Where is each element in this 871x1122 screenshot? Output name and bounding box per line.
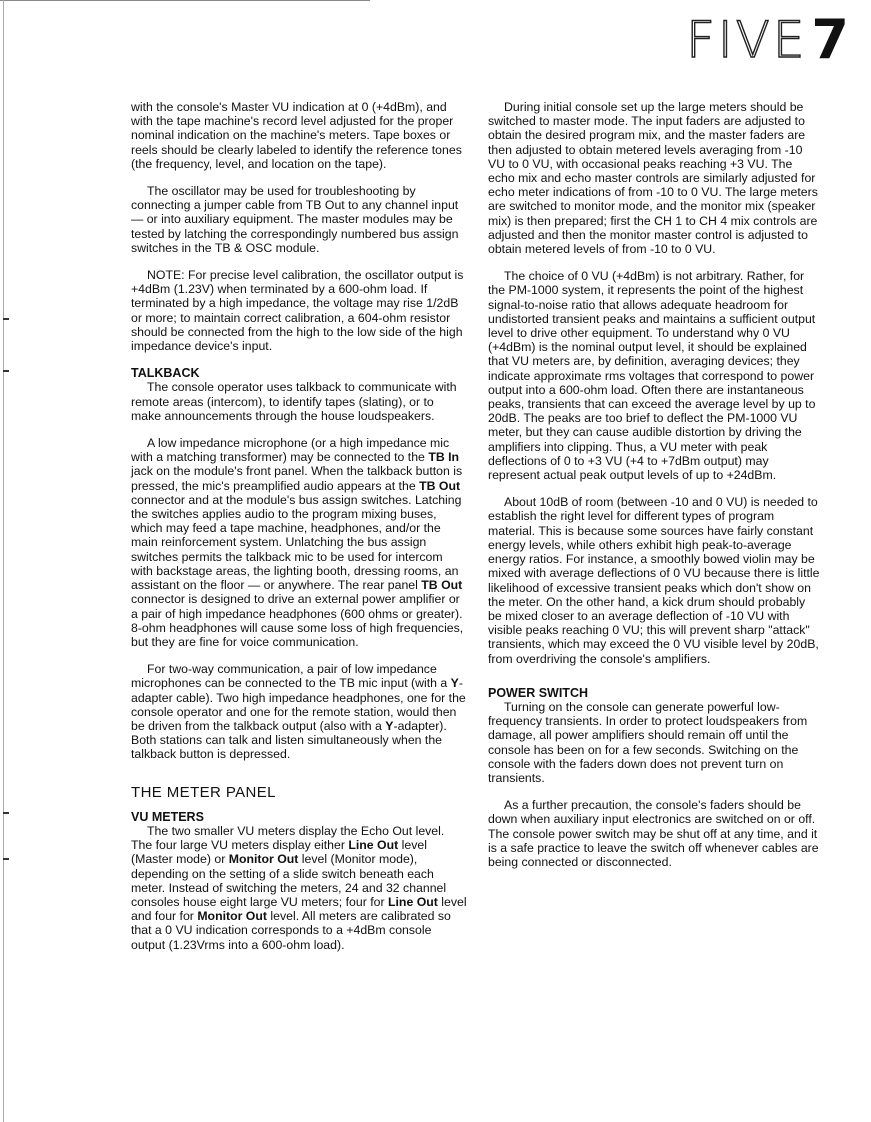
paragraph: During initial console set up the large meters should be switched to master mode. The input faders are adjusted to obtain the desired program mix, and the master faders are then adjusted to obtain metered levels averaging from -10 VU to 0 VU, with occasional peaks reaching +3 VU. The echo mix and echo master controls are similarly adjusted for echo meter indications of from -10 to 0 VU. The large meters are switched to monitor mode, and the monitor mix (speaker mix) is then prepared; first the CH 1 to CH 4 mix controls are adjusted and then the monitor master control is adjusted to obtain metered levels of from -10 to 0 VU. xyxy=(488,100,818,257)
text-run: For two-way communication, a pair of low impedance microphones can be connected to the TB mic input (with a xyxy=(131,662,451,691)
power-switch-heading: POWER SWITCH xyxy=(488,685,588,700)
text-run: connector is designed to drive an external power amplifier or a pair of high impedance headphones (600 ohms or greater). 8-ohm headphones will cause some loss of high frequencies, but they are fine for voice communication. xyxy=(131,592,464,649)
edge-mark xyxy=(3,812,9,814)
page-number: 7 xyxy=(811,8,849,71)
edge-mark xyxy=(3,370,9,372)
talkback-heading: TALKBACK xyxy=(131,366,200,381)
top-rule xyxy=(0,0,370,1)
text-run: A low impedance microphone (or a high impedance mic with a matching transformer) may be connected to the xyxy=(131,436,450,465)
text-run: level. All meters are calibrated so that a 0 VU indication corresponds to a +4dBm console output (1.23Vrms into a 600-ohm load). xyxy=(131,909,451,952)
paragraph xyxy=(131,662,467,761)
text-run: level and four for xyxy=(131,894,467,924)
paragraph xyxy=(131,436,467,649)
bold-term: Monitor Out xyxy=(197,909,267,924)
text-run: level (Monitor mode), depending on the setting of a slide switch beneath each meter. Instead of switching the meters, 24 and 32 channel consoles house eight large VU meters; four for xyxy=(131,852,447,909)
left-column xyxy=(131,100,467,965)
bold-term: Y xyxy=(450,676,459,691)
text-run: level (Master mode) or xyxy=(131,838,427,867)
bold-term: TB Out xyxy=(419,478,461,493)
bold-term: TB In xyxy=(428,450,460,465)
paragraph: The oscillator may be used for troubleshooting by connecting a jumper cable from TB Out to any channel input — or into auxiliary equipment. The master modules may be tested by latching the correspondingly numbered bus assign switches in the TB & OSC module. xyxy=(131,184,459,255)
right-column xyxy=(488,100,820,882)
paragraph: The choice of 0 VU (+4dBm) is not arbitrary. Rather, for the PM-1000 system, it represents the point of the highest signal-to-noise ratio that allows adequate headroom for undistorted transient peaks and maintains a sufficient output level to drive other equipment. To understand why 0 VU (+4dBm) is the nominal output level, it should be explained that VU meters are, by definition, averaging devices; they indicate approximate rms voltages that correspond to power output into a 600-ohm load. Often there are instantaneous peaks, transients that can exceed the average level by up to 20dB. The peaks are too brief to deflect the PM-1000 VU meter, but they can cause audible distortion by driving the amplifiers into clipping. Thus, a VU meter with peak deflections of 0 to +3 VU (+4 to +7dBm output) may represent actual peak output levels of up to +24dBm. xyxy=(488,269,816,483)
bold-term: Monitor Out xyxy=(228,852,299,867)
bold-term: Y xyxy=(385,718,394,733)
edge-mark xyxy=(3,318,9,320)
bold-term: Line Out xyxy=(388,894,438,909)
left-margin-rule xyxy=(3,0,4,1122)
paragraph: NOTE: For precise level calibration, the oscillator output is +4dBm (1.23V) when terminated by a 600-ohm load. If terminated by a high impedance, the voltage may rise 1/2dB or more; to maintain correct calibration, a 604-ohm resistor should be connected from the high to the low side of the high impedance device's input. xyxy=(131,268,464,354)
paragraph: The console operator uses talkback to communicate with remote areas (intercom), to identify tapes (slating), or to make announcements through the house loudspeakers. xyxy=(131,380,457,423)
text-run: connector and at the module's bus assign switches. Latching the switches applies audio to the program mixing buses, which may feed a tape machine, headphones, and/or the main reinforcement system. Unlatching the bus assign switches permits the talkback mic to be used for intercom with backstage areas, the lighting booth, dressing rooms, an assistant on the floor — or anywhere. The rear panel xyxy=(131,492,462,593)
meter-panel-title: THE METER PANEL xyxy=(131,783,276,801)
text-run: The two smaller VU meters display the Echo Out level. The four large VU meters display either xyxy=(131,823,445,853)
bold-term: TB Out xyxy=(421,578,463,593)
section-word: FIVE xyxy=(686,11,808,69)
paragraph: Turning on the console can generate powerful low-frequency transients. In order to protect loudspeakers from damage, all power amplifiers should remain off until the console has been on for a few seconds. Switching on the console with the faders down does not prevent turn on transients. xyxy=(488,699,808,785)
paragraph: As a further precaution, the console's faders should be down when auxiliary input electronics are switched on or off. The console power switch may be shut off at any time, and it is a safe practice to leave the switch off whenever cables are being connected or disconnected. xyxy=(488,798,819,869)
paragraph xyxy=(131,824,467,952)
text-run: jack on the module's front panel. When the talkback button is pressed, the mic's preamplified audio appears at the xyxy=(131,464,463,493)
bold-term: Line Out xyxy=(348,838,399,853)
text-run: -adapter cable). Two high impedance headphones, one for the console operator and one for the remote station, would then be driven from the talkback output (also with a xyxy=(131,676,466,733)
text-run: -adapter). Both stations can talk and listen simultaneously when the talkback button is depressed. xyxy=(131,718,447,762)
page-header xyxy=(686,8,849,71)
paragraph: About 10dB of room (between -10 and 0 VU) is needed to establish the right level for different types of program material. This is because some sources have fairly constant energy levels, while others exhibit high peak-to-average energy ratios. For instance, a smoothly bowed violin may be mixed with average deflections of 0 VU because there is little likelihood of excessive transient peaks which don't show on the meter. On the other hand, a kick drum should probably be mixed closer to an average deflection of -10 VU with visible peaks reaching 0 VU; this will prevent sharp "attack" transients, which may exceed the 0 VU visible level by 20dB, from overdriving the console's amplifiers. xyxy=(488,495,820,666)
paragraph: with the console's Master VU indication at 0 (+4dBm), and with the tape machine's record level adjusted for the proper nominal indication on the machine's meters. Tape boxes or reels should be clearly labeled to identify the reference tones (the frequency, level, and location on the tape). xyxy=(131,100,462,171)
vu-meters-heading: VU METERS xyxy=(131,809,204,824)
edge-mark xyxy=(3,858,9,860)
